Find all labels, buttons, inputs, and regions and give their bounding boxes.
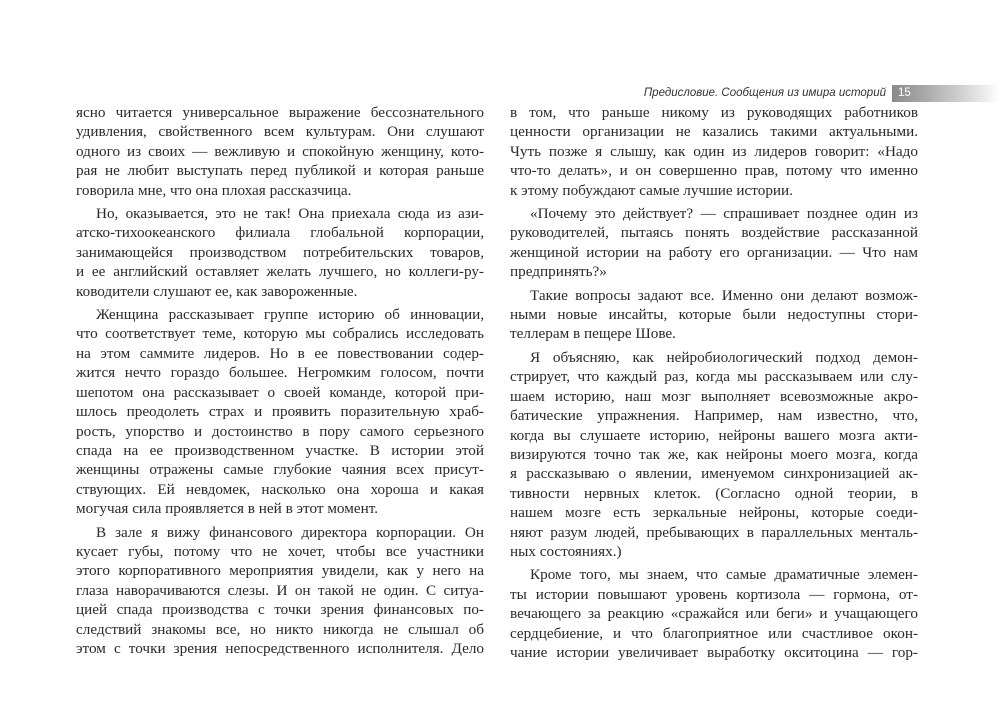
text-line: ных состояниях.) (510, 542, 622, 560)
running-header (570, 84, 1000, 102)
page-number-band (892, 85, 1000, 102)
text-line: женщиной истории на работу его организации. — Что нам (510, 243, 918, 261)
text-line: Женщина рассказывает группе историю об инновации, (96, 306, 484, 324)
text-line: в том, что раньше никому из руководящих работников (510, 104, 918, 121)
paragraph (510, 286, 918, 344)
text-line: ководители слушают ее, как завороженные. (76, 282, 358, 300)
text-line: цией спада производства с точки зрения финансовых по- (76, 601, 484, 619)
text-line: этого корпоративного мероприятия увидели, как у него на (76, 562, 484, 580)
text-line: занимающейся производством потребительских товаров, (76, 243, 484, 261)
text-line: удивления, свойственного всем культурам. Они слушают (76, 123, 484, 141)
text-line: этом с точки зрения непосредственного исполнителя. Дело (76, 639, 484, 657)
paragraph (76, 204, 484, 301)
text-line: руководителей, пытаясь понять воздействие рассказанной (510, 224, 918, 242)
text-line: В зале я вижу финансового директора корпорации. Он (96, 523, 484, 541)
text-line: могучая сила проявляется в ней в этот момент. (76, 500, 379, 518)
text-line: ствующих. Ей невдомек, насколько она хороша и какая (76, 480, 484, 498)
text-line: что-то делать», и он совершенно прав, потому что именно (510, 162, 918, 180)
text-line: следствий знакомы все, но никто никогда не слышал об (76, 620, 484, 638)
text-line: рая не любит выступать перед публикой и которая раньше (76, 162, 484, 180)
text-line: когда вы слушаете историю, нейроны вашего мозга акти- (510, 426, 918, 444)
text-line: Но, оказывается, это не так! Она приехала сюда из ази- (96, 205, 484, 223)
text-line: няют разум людей, пребывающих в параллельных менталь- (510, 523, 918, 541)
text-line: к этому побуждают самые лучшие истории. (510, 181, 793, 199)
text-line: тивности нервных клеток. (Согласно одной теории, в (510, 484, 918, 502)
text-line: что соответствует теме, которую мы собрались исследовать (76, 325, 484, 343)
text-line: батические упражнения. Например, нам известно, что, (510, 407, 918, 425)
text-line: визируются точно так же, как нейроны моего мозга, когда (510, 445, 918, 463)
text-line: ты истории повышают уровень кортизола — гормона, от- (510, 585, 918, 603)
text-line: стрирует, что каждый раз, когда мы рассказываем или слу- (510, 368, 918, 386)
text-line: на этом саммите лидеров. Но в ее повествовании содер- (76, 344, 484, 362)
running-title: Предисловие. Сообщения из имира историй (643, 87, 886, 99)
paragraph (76, 103, 484, 200)
text-line: жится нечто гораздо большее. Негромким голосом, почти (76, 364, 484, 382)
text-line: чание истории увеличивает выработку окситоцина — гор- (510, 643, 918, 661)
text-line: предпринять?» (510, 263, 607, 281)
paragraph (510, 565, 918, 662)
text-line: Чуть позже я слышу, как один из лидеров говорит: «Надо (510, 142, 918, 160)
text-line: ценности организации не казались такими актуальными. (510, 123, 918, 141)
text-line: ными новые инсайты, которые были недоступны стори- (510, 306, 918, 324)
text-line: вечающего за реакцию «сражайся или беги» и учащающего (510, 605, 918, 623)
paragraph (510, 103, 918, 200)
left-column (76, 103, 484, 662)
text-line: рость, упорство и достоинство в пору самого серьезного (76, 422, 484, 440)
text-line: Такие вопросы задают все. Именно они делают возмож- (530, 286, 918, 304)
text-line: кусает губы, потому что не хочет, чтобы все участники (76, 542, 484, 560)
paragraph (76, 305, 484, 518)
paragraph (510, 348, 918, 561)
text-line: одного из своих — вежливую и спокойную женщину, кото- (76, 142, 484, 160)
text-line: сердцебиение, и что благоприятное или счастливое окон- (510, 624, 918, 642)
text-line: шаем историю, наш мозг выполняет всевозможные акро- (510, 387, 918, 405)
text-line: глаза наворачиваются слезы. И он такой не один. С ситуа- (76, 581, 484, 599)
text-line: говорила мне, что она плохая рассказчица. (76, 181, 352, 199)
text-line: «Почему это действует? — спрашивает позднее один из (530, 205, 918, 223)
text-line: Я объясняю, как нейробиологический подход демон- (530, 348, 918, 366)
text-line: и ее английский оставляет желать лучшего, но коллеги-ру- (76, 263, 484, 281)
paragraph (510, 204, 918, 282)
text-line: спада на ее производственном участке. В истории этой (76, 441, 484, 459)
text-line: атско-тихоокеанского филиала глобальной корпорации, (76, 224, 484, 242)
text-line: Кроме того, мы знаем, что самые драматичные элемен- (530, 566, 918, 584)
text-line: нашем мозге есть зеркальные нейроны, которые соеди- (510, 504, 918, 522)
right-column (510, 103, 918, 666)
text-line: шепотом она рассказывает о своей команде, которой при- (76, 383, 484, 401)
page-number: 15 (898, 87, 911, 99)
paragraph (76, 523, 484, 659)
text-line: женщины отражены самые глубокие чаяния всех присут- (76, 461, 484, 479)
text-line: теллерам в пещере Шове. (510, 325, 676, 343)
text-line: я рассказываю о явлении, именуемом синхронизацией ак- (510, 465, 918, 483)
text-line: шлось преодолеть страх и проявить поразительную храб- (76, 403, 484, 421)
text-line: ясно читается универсальное выражение бессознательного (76, 104, 484, 121)
